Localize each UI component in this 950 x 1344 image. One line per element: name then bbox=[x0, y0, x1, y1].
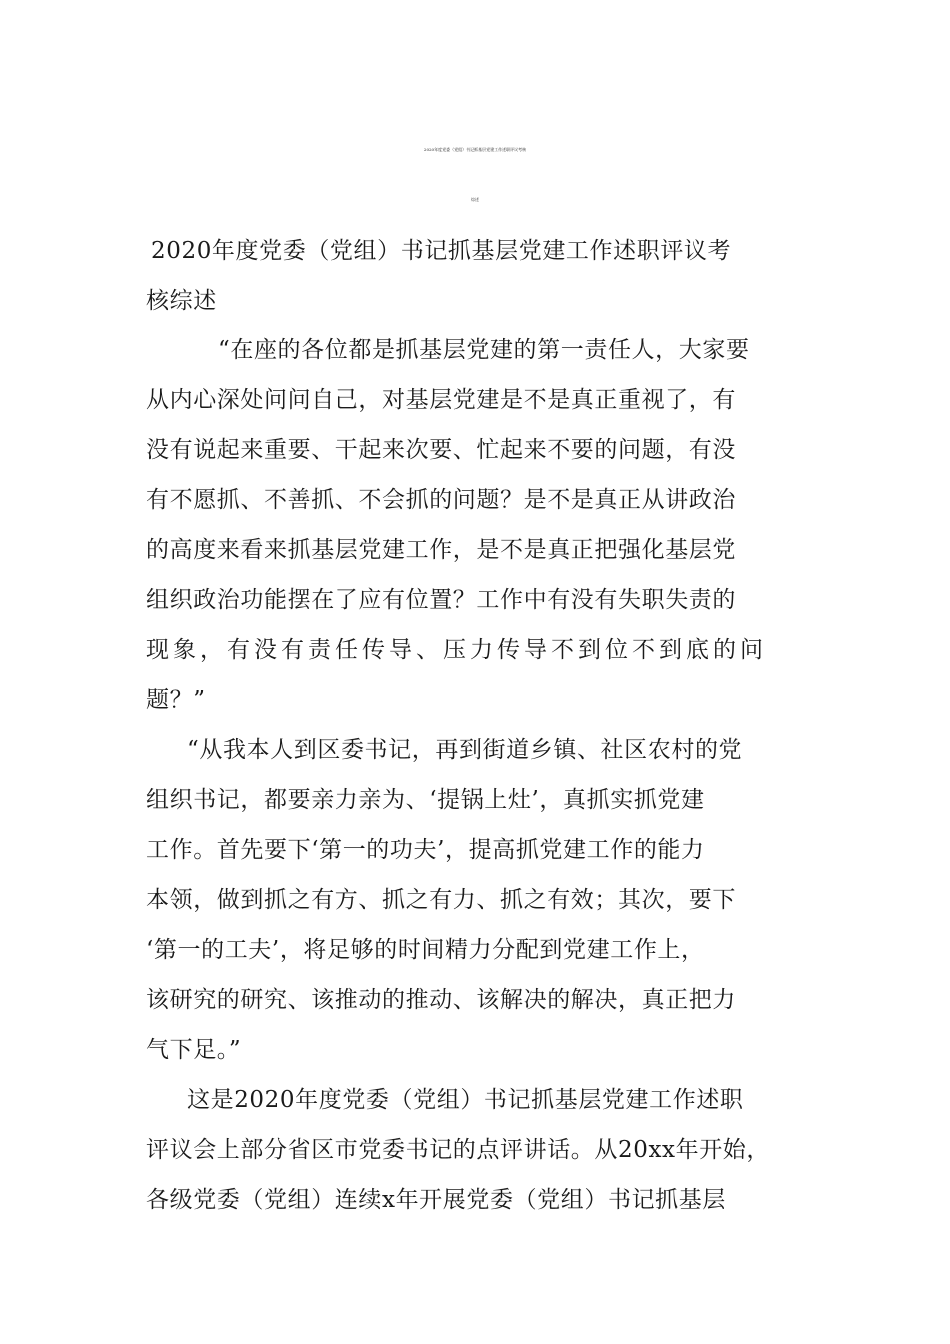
paragraph-3-line: 这是2020年度党委（党组）书记抓基层党建工作述职 bbox=[187, 1087, 744, 1113]
paragraph-2-line: 组织书记，都要亲力亲为、‘提锅上灶’，真抓实抓党建 bbox=[146, 787, 705, 813]
document-title-line-2: 综述 bbox=[471, 197, 479, 202]
paragraph-1-line: 组织政治功能摆在了应有位置？工作中有没有失职失责的 bbox=[146, 587, 736, 613]
subtitle-line-1: 2020年度党委（党组）书记抓基层党建工作述职评议考 bbox=[151, 238, 732, 264]
paragraph-1-line: 有不愿抓、不善抓、不会抓的问题？是不是真正从讲政治 bbox=[146, 487, 736, 513]
paragraph-2-line: ‘第一的工夫’，将足够的时间精力分配到党建工作上， bbox=[146, 937, 705, 963]
paragraph-2-line: “从我本人到区委书记，再到街道乡镇、社区农村的党 bbox=[187, 737, 743, 763]
paragraph-1-line: 现象，有没有责任传导、压力传导不到位不到底的问 bbox=[146, 637, 767, 663]
subtitle-line-2: 核综述 bbox=[146, 288, 217, 314]
paragraph-3-line: 评议会上部分省区市党委书记的点评讲话。从20xx年开始， bbox=[146, 1137, 771, 1163]
paragraph-2-line: 该研究的研究、该推动的推动、该解决的解决，真正把力 bbox=[146, 987, 736, 1013]
document-title-line-1: 2020年度党委（党组）书记抓基层党建工作述职评议考核 bbox=[423, 147, 527, 152]
paragraph-1-line: 没有说起来重要、干起来次要、忙起来不要的问题，有没 bbox=[146, 437, 736, 463]
paragraph-1-line: 从内心深处问问自己，对基层党建是不是真正重视了，有 bbox=[146, 387, 736, 413]
paragraph-1-line: 的高度来看来抓基层党建工作，是不是真正把强化基层党 bbox=[146, 537, 736, 563]
paragraph-3-line: 各级党委（党组）连续x年开展党委（党组）书记抓基层 bbox=[146, 1187, 726, 1213]
paragraph-1-line: 题？” bbox=[146, 687, 206, 713]
paragraph-2-line: 本领，做到抓之有方、抓之有力、抓之有效；其次，要下 bbox=[146, 887, 736, 913]
paragraph-1-line: “在座的各位都是抓基层党建的第一责任人，大家要 bbox=[218, 337, 750, 363]
paragraph-2-line: 工作。首先要下‘第一的功夫’，提高抓党建工作的能力 bbox=[146, 837, 705, 863]
paragraph-2-line: 气下足。” bbox=[146, 1037, 242, 1063]
